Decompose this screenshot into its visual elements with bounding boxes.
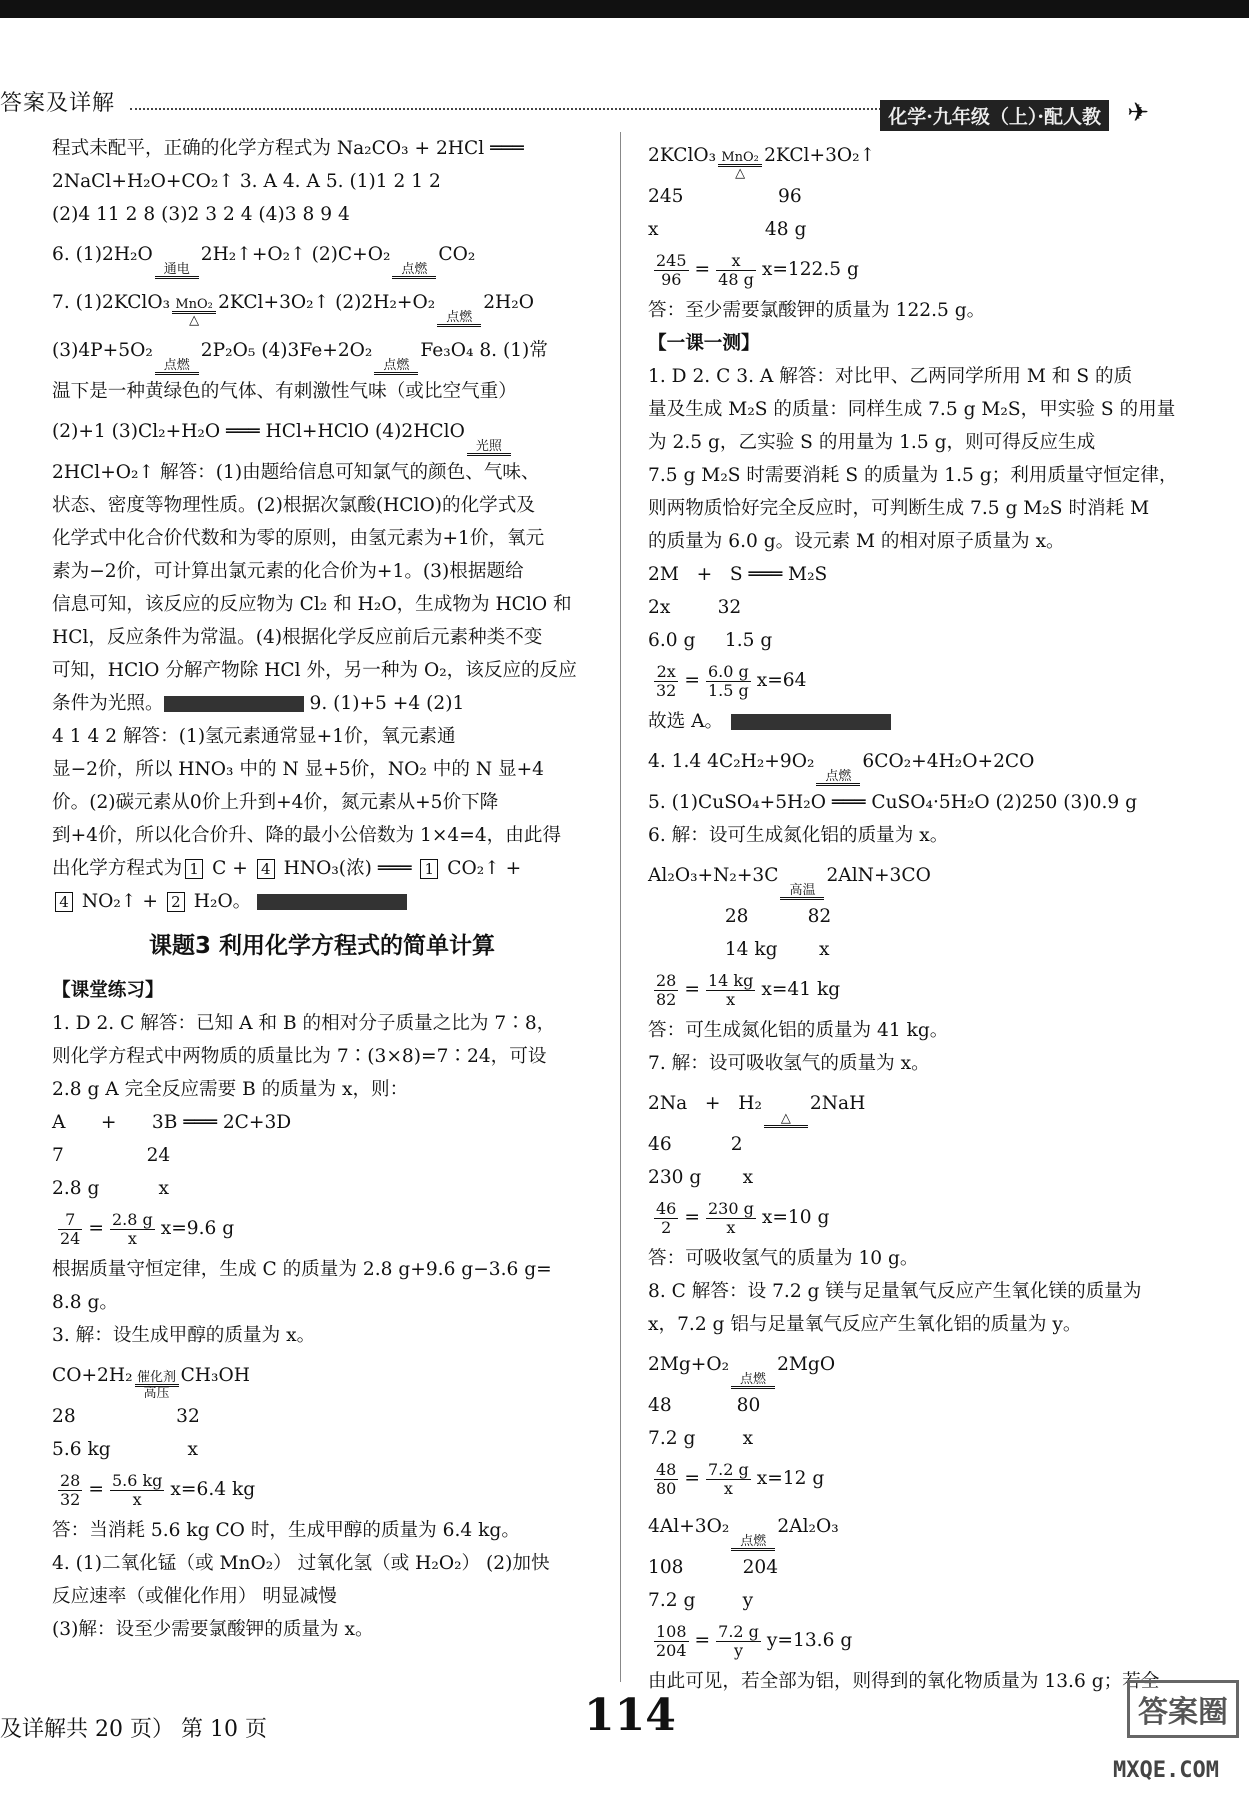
text-line: 5.6 kg x [52, 1439, 198, 1460]
fraction: $\frac{5.6 kg}{x}$ [111, 1470, 163, 1509]
condition-over-arrow: 点燃 [731, 1535, 775, 1551]
equation-line [648, 852, 1188, 900]
page-number: 114 [584, 1690, 676, 1741]
text-line: 到+4价，所以化合价升、降的最小公倍数为 1×4=4，由此得 [52, 825, 562, 846]
text-line: 7.2 g x [648, 1428, 754, 1449]
text-line: 的质量为 6.0 g。设元素 M 的相对原子质量为 x。 [648, 531, 1065, 552]
text-line: 信息可知，该反应的反应物为 Cl₂ 和 H₂O，生成物为 HClO 和 [52, 594, 572, 615]
equation-line [52, 231, 592, 279]
condition-over-arrow: 点燃 [155, 359, 199, 375]
text-line: 6. 解：设可生成氮化铝的质量为 x。 [648, 825, 949, 846]
eq-part: 2H₂↑+O₂↑ (2)C+O₂ [200, 244, 391, 265]
header-subject-label: 化学·九年级（上）·配人教 [880, 100, 1109, 131]
text-line: 2.8 g x [52, 1178, 169, 1199]
eq-part: 2NaH [809, 1093, 866, 1114]
fraction: $\frac{245}{96}$ [656, 250, 687, 289]
eq-part: Fe₃O₄ 8. (1)常 [420, 340, 548, 361]
eq-part: NO₂↑ + [76, 891, 164, 912]
header-left-title: 答案及详解 [0, 91, 116, 116]
text-line: 素为−2价，可计算出氯元素的化合价为+1。(3)根据题给 [52, 561, 524, 582]
text-line: 1. D 2. C 解答：已知 A 和 B 的相对分子质量之比为 7∶8， [52, 1013, 556, 1034]
text-line [648, 705, 1188, 738]
text-line: 答：可生成氮化铝的质量为 41 kg。 [648, 1020, 949, 1041]
text-line: 答：至少需要氯酸钾的质量为 122.5 g。 [648, 300, 986, 321]
equation-line [648, 738, 1188, 786]
left-column [52, 132, 592, 1646]
text-line: 7.2 g y [648, 1590, 754, 1611]
text-line: 价。(2)碳元素从0价上升到+4价，氮元素从+5价下降 [52, 792, 499, 813]
text-line: 7 24 [52, 1145, 171, 1166]
equation-line [648, 1080, 1188, 1128]
condition-over-arrow: 点燃 [374, 359, 418, 375]
text-line: 由此可见，若全部为铝，则得到的氧化物质量为 13.6 g；若全 [648, 1671, 1160, 1692]
coefficient-box: 4 [55, 892, 73, 912]
ratio-line: $\frac{46}{2}$ = $\frac{230 g}{x}$ x=10 g [656, 1198, 830, 1237]
condition-over-arrow: MnO₂ △ [718, 151, 762, 180]
text-line: 3. 解：设生成甲醇的质量为 x。 [52, 1325, 316, 1346]
condition-over-arrow: 催化剂 高压 [135, 1371, 179, 1400]
coefficient-box: 4 [257, 859, 275, 879]
text-line: 7.5 g M₂S 时需要消耗 S 的质量为 1.5 g；利用质量守恒定律， [648, 465, 1178, 486]
ratio-line: $\frac{28}{82}$ = $\frac{14 kg}{x}$ x=41 kg [656, 970, 841, 1009]
condition-over-arrow: 光照 [467, 440, 511, 456]
fraction: $\frac{2x}{32}$ [656, 661, 677, 700]
section-heading: 【课堂练习】 [52, 980, 164, 1001]
result: x=6.4 kg [170, 1479, 256, 1500]
text-line: HCl，反应条件为常温。(4)根据化学反应前后元素种类不变 [52, 627, 543, 648]
eq-part: 2AlN+3CO [826, 865, 931, 886]
text-line: 温下是一种黄绿色的气体、有刺激性气味（或比空气重） [52, 381, 517, 402]
ratio-line: $\frac{2x}{32}$ = $\frac{6.0 g}{1.5 g}$ x=64 [656, 661, 807, 700]
text-line: 6.0 g 1.5 g [648, 630, 773, 651]
text-line: 14 kg x [648, 939, 830, 960]
eq-part: CH₃OH [180, 1365, 250, 1386]
text-line: 状态、密度等物理性质。(2)根据次氯酸(HClO)的化学式及 [52, 495, 535, 516]
result: x=10 g [761, 1207, 830, 1228]
ratio-line: $\frac{7}{24}$ = $\frac{2.8 g}{x}$ x=9.6 g [60, 1209, 235, 1248]
text-line: 8. C 解答：设 7.2 g 镁与足量氧气反应产生氧化镁的质量为 [648, 1281, 1142, 1302]
eq-part: C + [206, 858, 254, 879]
text-line: 48 80 [648, 1395, 761, 1416]
eq-part: 条件为光照。 [52, 693, 164, 714]
section-title: 课题3 利用化学方程式的简单计算 [148, 933, 495, 959]
condition-over-arrow: 点燃 [816, 770, 860, 786]
eq-part: 2P₂O₅ (4)3Fe+2O₂ [200, 340, 373, 361]
eq-part: H₂O。 [187, 891, 252, 912]
right-column [648, 132, 1188, 1698]
watermark-logo: 答案圈 [1127, 1680, 1239, 1738]
text-line: 答：当消耗 5.6 kg CO 时，生成甲醇的质量为 6.4 kg。 [52, 1520, 520, 1541]
text-line: 8.8 g。 [52, 1292, 118, 1313]
text-line: 程式未配平，正确的化学方程式为 Na₂CO₃ + 2HCl ═══ [52, 138, 524, 159]
condition-over-arrow: 通电 [155, 263, 199, 279]
equation-line [648, 1341, 1188, 1389]
fraction: $\frac{48}{80}$ [656, 1459, 677, 1498]
fraction: $\frac{28}{32}$ [60, 1470, 81, 1509]
fraction: $\frac{6.0 g}{1.5 g}$ [707, 661, 749, 700]
text-line: 为 2.5 g，乙实验 S 的用量为 1.5 g，则可得反应生成 [648, 432, 1096, 453]
equation-line [648, 1503, 1188, 1551]
text-line: 245 96 [648, 186, 802, 207]
text-line: A + 3B ═══ 2C+3D [52, 1112, 292, 1133]
text-line: 7. 解：设可吸收氢气的质量为 x。 [648, 1053, 930, 1074]
redaction-block [164, 696, 304, 712]
eq-part: 2KCl+3O₂↑ (2)2H₂+O₂ [218, 292, 436, 313]
result: x=64 [756, 670, 807, 691]
condition-over-arrow: 点燃 [392, 263, 436, 279]
eq-part: 出化学方程式为 [52, 858, 183, 879]
fraction: $\frac{7}{24}$ [60, 1209, 81, 1248]
text-line: 可知，HClO 分解产物除 HCl 外，另一种为 O₂，该反应的反应 [52, 660, 577, 681]
text-line: 量及生成 M₂S 的质量：同样生成 7.5 g M₂S，甲实验 S 的用量 [648, 399, 1176, 420]
text-line: 显−2价，所以 HNO₃ 中的 N 显+5价，NO₂ 中的 N 显+4 [52, 759, 545, 780]
ratio-line: $\frac{108}{204}$ = $\frac{7.2 g}{y}$ y=13.6 g [656, 1621, 853, 1660]
scan-top-border [0, 0, 1249, 18]
text-line: 2HCl+O₂↑ 解答：(1)由题给信息可知氯气的颜色、气味、 [52, 462, 540, 483]
eq-part: 故选 A。 [648, 711, 724, 732]
text-line [52, 852, 592, 885]
eq-part: 2Mg+O₂ [648, 1354, 730, 1375]
eq-part: 7. (1)2KClO₃ [52, 292, 171, 313]
text-line: 5. (1)CuSO₄+5H₂O ═══ CuSO₄·5H₂O (2)250 (3)0.9 g [648, 792, 1138, 813]
text-line: 28 82 [648, 906, 832, 927]
fraction: $\frac{14 kg}{x}$ [707, 970, 754, 1009]
fraction: $\frac{46}{2}$ [656, 1198, 677, 1237]
coefficient-box: 1 [185, 859, 203, 879]
text-line: 4. (1)二氧化锰（或 MnO₂） 过氧化氢（或 H₂O₂） (2)加快 [52, 1553, 550, 1574]
text-line: 230 g x [648, 1167, 754, 1188]
eq-part: 9. (1)+5 +4 (2)1 [303, 693, 465, 714]
result: y=13.6 g [766, 1630, 853, 1651]
text-line [52, 885, 592, 918]
condition-over-arrow: MnO₂ △ [172, 298, 216, 327]
eq-part: 4. 1.4 4C₂H₂+9O₂ [648, 751, 815, 772]
text-line: 2x 32 [648, 597, 742, 618]
condition-over-arrow: △ [764, 1112, 808, 1128]
text-line: (2)4 11 2 8 (3)2 3 2 4 (4)3 8 9 4 [52, 204, 350, 225]
eq-part: 2MgO [777, 1354, 836, 1375]
text-line: 4 1 4 2 解答：(1)氢元素通常显+1价，氧元素通 [52, 726, 456, 747]
eq-part: Al₂O₃+N₂+3C [648, 865, 779, 886]
text-line: 则两物质恰好完全反应时，可判断生成 7.5 g M₂S 时消耗 M [648, 498, 1150, 519]
text-line [52, 687, 592, 720]
condition-over-arrow: 点燃 [731, 1373, 775, 1389]
eq-part: CO+2H₂ [52, 1365, 133, 1386]
eq-part: 6. (1)2H₂O [52, 244, 153, 265]
text-line: 化学式中化合价代数和为零的原则，由氢元素为+1价，氧元 [52, 528, 545, 549]
redaction-block [731, 714, 891, 730]
watermark-site: MXQE.COM [1113, 1758, 1219, 1783]
eq-part: (3)4P+5O₂ [52, 340, 153, 361]
eq-part: 2KClO₃ [648, 145, 717, 166]
text-line: 2.8 g A 完全反应需要 B 的质量为 x，则： [52, 1079, 409, 1100]
fraction: $\frac{2.8 g}{x}$ [111, 1209, 153, 1248]
condition-over-arrow: 高温 [780, 884, 824, 900]
text-line: 2M + S ═══ M₂S [648, 564, 828, 585]
text-line: 答：可吸收氢气的质量为 10 g。 [648, 1248, 919, 1269]
equation-line [52, 327, 592, 375]
text-line: 2NaCl+H₂O+CO₂↑ 3. A 4. A 5. (1)1 2 1 2 [52, 171, 441, 192]
eq-part: 2KCl+3O₂↑ [764, 145, 876, 166]
text-line: 46 2 [648, 1134, 743, 1155]
equation-line [648, 132, 1188, 180]
fraction: $\frac{230 g}{x}$ [707, 1198, 754, 1237]
text-line: 1. D 2. C 3. A 解答：对比甲、乙两同学所用 M 和 S 的质 [648, 366, 1133, 387]
coefficient-box: 1 [420, 859, 438, 879]
eq-part: CO₂ [438, 244, 476, 265]
eq-part: 4Al+3O₂ [648, 1516, 730, 1537]
footer-page-info: 及详解共 20 页） 第 10 页 [0, 1717, 267, 1742]
ratio-line: $\frac{28}{32}$ = $\frac{5.6 kg}{x}$ x=6.4 kg [60, 1470, 256, 1509]
column-divider [620, 132, 621, 1682]
text-line: 根据质量守恒定律，生成 C 的质量为 2.8 g+9.6 g−3.6 g= [52, 1259, 552, 1280]
fraction: $\frac{28}{82}$ [656, 970, 677, 1009]
ratio-line: $\frac{245}{96}$ = $\frac{x}{48 g}$ x=122.5 g [656, 250, 859, 289]
text-line: x 48 g [648, 219, 807, 240]
eq-part: HNO₃(浓) ═══ [277, 858, 418, 879]
result: x=12 g [756, 1468, 825, 1489]
redaction-block [257, 894, 407, 910]
eq-part: CO₂↑ + [441, 858, 522, 879]
fraction: $\frac{108}{204}$ [656, 1621, 687, 1660]
result: x=9.6 g [160, 1218, 235, 1239]
text-line: x，7.2 g 铝与足量氧气反应产生氧化铝的质量为 y。 [648, 1314, 1082, 1335]
coefficient-box: 2 [167, 892, 185, 912]
eq-part: 6CO₂+4H₂O+2CO [862, 751, 1035, 772]
ratio-line: $\frac{48}{80}$ = $\frac{7.2 g}{x}$ x=12 g [656, 1459, 825, 1498]
result: x=41 kg [761, 979, 841, 1000]
text-line: 28 32 [52, 1406, 200, 1427]
fraction: $\frac{x}{48 g}$ [718, 250, 754, 289]
eq-part: 2Na + H₂ [648, 1093, 762, 1114]
fraction: $\frac{7.2 g}{x}$ [707, 1459, 749, 1498]
text-line: 108 204 [648, 1557, 779, 1578]
condition-over-arrow: 点燃 [437, 311, 481, 327]
eq-part: 2H₂O [483, 292, 534, 313]
text-line: 则化学方程式中两物质的质量比为 7∶(3×8)=7∶24，可设 [52, 1046, 547, 1067]
result: x=122.5 g [761, 259, 859, 280]
section-heading: 【一课一测】 [648, 333, 760, 354]
equation-line [52, 1352, 592, 1400]
equation-line [52, 408, 592, 456]
eq-part: (2)+1 (3)Cl₂+H₂O ═══ HCl+HClO (4)2HClO [52, 421, 465, 442]
text-line: (3)解：设至少需要氯酸钾的质量为 x。 [52, 1619, 374, 1640]
text-line: 反应速率（或催化作用） 明显减慢 [52, 1586, 337, 1607]
paper-plane-icon: ✈ [1127, 98, 1149, 128]
eq-part: 2Al₂O₃ [777, 1516, 839, 1537]
equation-line [52, 279, 592, 327]
fraction: $\frac{7.2 g}{y}$ [718, 1621, 759, 1660]
